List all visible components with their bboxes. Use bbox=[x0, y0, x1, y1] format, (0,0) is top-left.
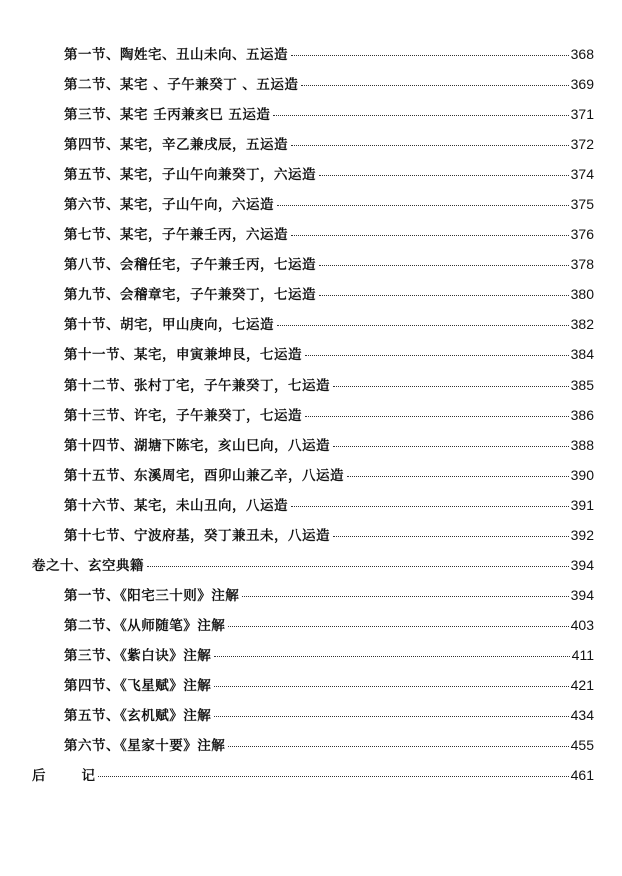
afterword-char-2: 记 bbox=[81, 768, 95, 785]
page-number: 378 bbox=[570, 256, 594, 273]
dot-leader bbox=[333, 446, 569, 447]
toc-entry bbox=[64, 734, 594, 754]
page-number: 384 bbox=[570, 346, 594, 363]
dot-leader bbox=[319, 175, 569, 176]
toc-row-section[interactable] bbox=[0, 399, 622, 429]
toc-row-section[interactable] bbox=[0, 699, 622, 729]
page-number: 434 bbox=[570, 707, 594, 724]
dot-leader bbox=[147, 566, 569, 567]
entry-title: 第六节、某宅，子山午向，六运造 bbox=[64, 197, 274, 214]
toc-entry bbox=[64, 404, 594, 424]
toc-row-section[interactable] bbox=[0, 128, 622, 158]
toc-entry bbox=[64, 193, 594, 213]
toc-row-section[interactable] bbox=[0, 729, 622, 759]
dot-leader bbox=[291, 506, 569, 507]
dot-leader bbox=[333, 386, 569, 387]
toc-row-afterword[interactable] bbox=[0, 759, 622, 789]
toc-entry bbox=[64, 434, 594, 454]
entry-title: 第五节、《玄机赋》注解 bbox=[64, 708, 212, 725]
page-number: 390 bbox=[570, 466, 594, 483]
toc-entry bbox=[64, 223, 594, 243]
entry-title: 第一节、《阳宅三十则》注解 bbox=[64, 587, 240, 604]
dot-leader bbox=[228, 626, 568, 627]
entry-title: 第一节、陶姓宅、丑山未向、五运造 bbox=[64, 47, 288, 64]
toc-row-section[interactable] bbox=[0, 38, 622, 68]
page-number: 461 bbox=[570, 767, 594, 784]
entry-title: 第七节、某宅，子午兼壬丙，六运造 bbox=[64, 227, 288, 244]
dot-leader bbox=[333, 536, 569, 537]
toc-row-section[interactable] bbox=[0, 188, 622, 218]
page-number: 391 bbox=[570, 496, 594, 513]
page-number: 394 bbox=[570, 556, 594, 573]
toc-entry bbox=[64, 73, 594, 93]
entry-title: 第十七节、宁波府基，癸丁兼丑未，八运造 bbox=[64, 527, 330, 544]
dot-leader bbox=[273, 115, 568, 116]
entry-title: 第十六节、某宅，未山丑向，八运造 bbox=[64, 497, 288, 514]
toc-row-section[interactable] bbox=[0, 338, 622, 368]
dot-leader bbox=[301, 85, 568, 86]
toc-entry bbox=[64, 163, 594, 183]
page-number: 380 bbox=[570, 286, 594, 303]
entry-title: 第二节、某宅 、子午兼癸丁 、五运造 bbox=[64, 77, 299, 94]
entry-title: 第四节、《飞星赋》注解 bbox=[64, 678, 212, 694]
page-number: 403 bbox=[570, 616, 594, 633]
entry-title: 第九节、会稽章宅，子午兼癸丁，七运造 bbox=[64, 287, 316, 304]
page-number: 372 bbox=[570, 136, 594, 153]
entry-title: 第三节、某宅 壬丙兼亥巳 五运造 bbox=[64, 107, 271, 124]
toc-row-section[interactable] bbox=[0, 639, 622, 669]
toc-row-section[interactable] bbox=[0, 519, 622, 549]
toc-row-chapter[interactable] bbox=[0, 549, 622, 579]
toc-entry bbox=[64, 464, 594, 484]
page-number: 388 bbox=[570, 436, 594, 453]
toc-entry bbox=[64, 374, 594, 394]
entry-title bbox=[32, 764, 95, 784]
dot-leader bbox=[228, 746, 568, 747]
dot-leader bbox=[277, 325, 569, 326]
page-number: 411 bbox=[571, 646, 594, 663]
page-number: 375 bbox=[570, 196, 594, 213]
page-number: 374 bbox=[570, 166, 594, 183]
page-number: 382 bbox=[570, 316, 594, 333]
toc-entry bbox=[64, 524, 594, 544]
toc-entry bbox=[64, 283, 594, 303]
entry-title: 第八节、会稽任宅，子午兼壬丙，七运造 bbox=[64, 257, 316, 274]
entry-title: 第五节、某宅，子山午向兼癸丁，六运造 bbox=[64, 167, 316, 184]
entry-title: 第十节、胡宅，甲山庚向，七运造 bbox=[64, 317, 274, 334]
page-number: 455 bbox=[570, 737, 594, 754]
toc-row-section[interactable] bbox=[0, 218, 622, 248]
entry-title: 第十二节、张村丁宅，子午兼癸丁，七运造 bbox=[64, 377, 330, 394]
dot-leader bbox=[305, 416, 569, 417]
entry-title: 第十四节、湖塘下陈宅，亥山巳向，八运造 bbox=[64, 437, 330, 454]
toc-row-section[interactable] bbox=[0, 489, 622, 519]
entry-title: 卷之十、玄空典籍 bbox=[32, 557, 144, 574]
toc-row-section[interactable] bbox=[0, 669, 622, 699]
page-number: 421 bbox=[570, 677, 594, 693]
toc-row-section[interactable] bbox=[0, 369, 622, 399]
toc-row-section[interactable] bbox=[0, 68, 622, 98]
dot-leader bbox=[291, 235, 569, 236]
dot-leader bbox=[214, 656, 569, 657]
toc-entry bbox=[64, 644, 594, 664]
toc-entry bbox=[64, 614, 594, 634]
toc-entry bbox=[32, 764, 594, 784]
toc-row-section[interactable] bbox=[0, 609, 622, 639]
toc-row-section[interactable] bbox=[0, 158, 622, 188]
page-number: 392 bbox=[570, 526, 594, 543]
toc-row-section[interactable] bbox=[0, 459, 622, 489]
dot-leader bbox=[319, 265, 569, 266]
table-of-contents bbox=[0, 38, 622, 789]
entry-title: 第十一节、某宅，申寅兼坤艮，七运造 bbox=[64, 347, 302, 364]
dot-leader bbox=[242, 596, 568, 597]
toc-entry bbox=[64, 43, 594, 63]
dot-leader bbox=[291, 145, 569, 146]
toc-row-section[interactable] bbox=[0, 278, 622, 308]
toc-entry bbox=[64, 103, 594, 123]
page-number: 369 bbox=[570, 76, 594, 93]
toc-entry bbox=[32, 554, 594, 574]
afterword-char-1: 后 bbox=[32, 768, 46, 785]
entry-title: 第十三节、许宅，子午兼癸丁，七运造 bbox=[64, 407, 302, 424]
entry-title: 第三节、《紫白诀》注解 bbox=[64, 647, 212, 664]
entry-title: 第十五节、东溪周宅，酉卯山兼乙辛，八运造 bbox=[64, 467, 344, 484]
dot-leader bbox=[291, 55, 569, 56]
dot-leader bbox=[305, 355, 569, 356]
dot-leader bbox=[319, 295, 569, 296]
toc-entry bbox=[64, 674, 594, 694]
page-number: 386 bbox=[570, 406, 594, 423]
page-number: 376 bbox=[570, 226, 594, 243]
dot-leader bbox=[98, 776, 569, 777]
toc-entry bbox=[64, 313, 594, 333]
toc-entry bbox=[64, 253, 594, 273]
page-number: 385 bbox=[570, 376, 594, 393]
entry-title: 第二节、《从师随笔》注解 bbox=[64, 617, 226, 634]
toc-row-section[interactable] bbox=[0, 429, 622, 459]
page-number: 371 bbox=[570, 106, 594, 123]
entry-title: 第四节、某宅，辛乙兼戌辰，五运造 bbox=[64, 137, 288, 154]
toc-entry bbox=[64, 494, 594, 514]
dot-leader bbox=[277, 205, 569, 206]
page-number: 394 bbox=[570, 586, 594, 603]
toc-row-section[interactable] bbox=[0, 579, 622, 609]
toc-entry bbox=[64, 343, 594, 363]
entry-title: 第六节、《星家十要》注解 bbox=[64, 738, 226, 755]
toc-row-section[interactable] bbox=[0, 308, 622, 338]
page-number: 368 bbox=[570, 46, 594, 63]
toc-row-section[interactable] bbox=[0, 98, 622, 128]
toc-entry bbox=[64, 704, 594, 724]
dot-leader bbox=[347, 476, 569, 477]
toc-row-section[interactable] bbox=[0, 248, 622, 278]
dot-leader bbox=[214, 686, 568, 687]
toc-entry bbox=[64, 133, 594, 153]
dot-leader bbox=[214, 716, 568, 717]
toc-entry bbox=[64, 584, 594, 604]
